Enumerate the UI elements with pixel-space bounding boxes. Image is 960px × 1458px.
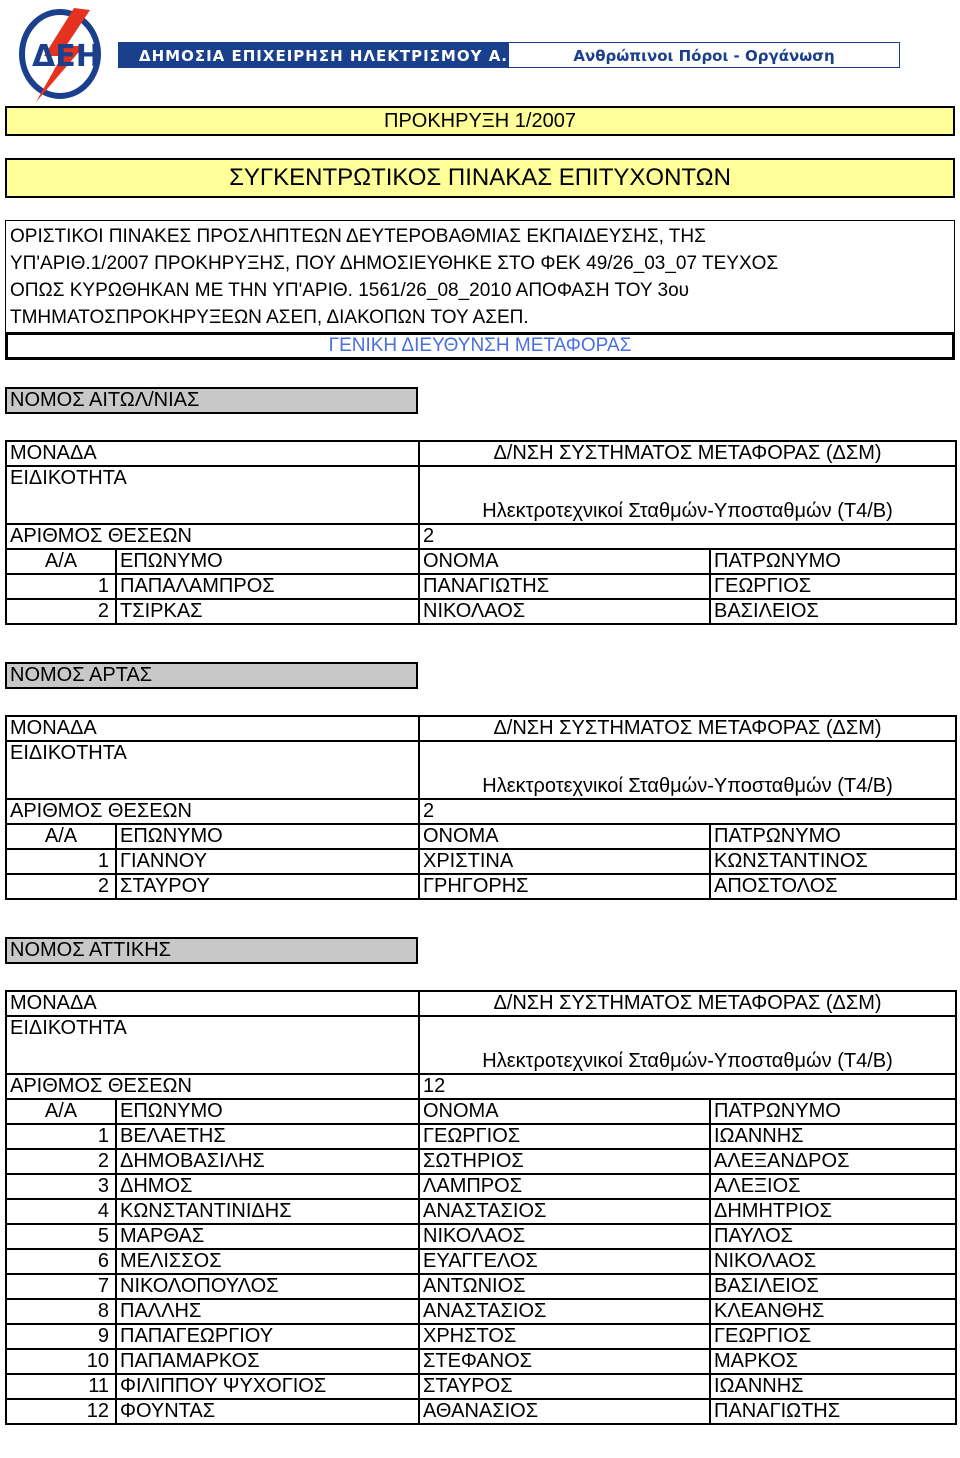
specialty-value: Ηλεκτροτεχνικοί Σταθμών-Υποσταθμών (Τ4/Β) — [419, 741, 956, 799]
row-name: ΑΝΤΩΝΙΟΣ — [419, 1274, 710, 1299]
section-table — [5, 990, 957, 1425]
document-title: ΣΥΓΚΕΝΤΡΩΤΙΚΟΣ ΠΙΝΑΚΑΣ ΕΠΙΤΥΧΟΝΤΩΝ — [5, 158, 955, 198]
table-row — [6, 1324, 956, 1349]
row-father: ΓΕΩΡΓΙΟΣ — [710, 574, 956, 599]
row-father: ΠΑΥΛΟΣ — [710, 1224, 956, 1249]
row-surname: ΓΙΑΝΝΟΥ — [116, 849, 419, 874]
row-aa: 1 — [6, 1124, 116, 1149]
row-surname: ΣΤΑΥΡΟΥ — [116, 874, 419, 899]
row-name: ΝΙΚΟΛΑΟΣ — [419, 599, 710, 624]
specialty-label: ΕΙΔΙΚΟΤΗΤΑ — [6, 1016, 419, 1074]
table-row — [6, 1374, 956, 1399]
col-aa-header: Α/Α — [6, 824, 116, 849]
row-aa: 2 — [6, 874, 116, 899]
row-father: ΒΑΣΙΛΕΙΟΣ — [710, 1274, 956, 1299]
row-surname: ΒΕΛΑΕΤΗΣ — [116, 1124, 419, 1149]
row-father: ΠΑΝΑΓΙΩΤΗΣ — [710, 1399, 956, 1424]
row-aa: 11 — [6, 1374, 116, 1399]
positions-label: ΑΡΙΘΜΟΣ ΘΕΣΕΩΝ — [6, 1074, 419, 1099]
table-row — [6, 1274, 956, 1299]
col-surname-header: ΕΠΩΝΥΜΟ — [116, 1099, 419, 1124]
row-name: ΑΝΑΣΤΑΣΙΟΣ — [419, 1299, 710, 1324]
row-father: ΒΑΣΙΛΕΙΟΣ — [710, 599, 956, 624]
row-name: ΣΤΕΦΑΝΟΣ — [419, 1349, 710, 1374]
col-father-header: ΠΑΤΡΩΝΥΜΟ — [710, 824, 956, 849]
col-name-header: ΟΝΟΜΑ — [419, 1099, 710, 1124]
row-surname: ΔΗΜΟΣ — [116, 1174, 419, 1199]
notice-line: ΥΠ'ΑΡΙΘ.1/2007 ΠΡΟΚΗΡΥΞΗΣ, ΠΟΥ ΔΗΜΟΣΙΕΥΘΗΚΕ ΣΤΟ ΦΕΚ 49/26_03_07 ΤΕΥΧΟΣ — [10, 253, 779, 274]
table-row — [6, 1199, 956, 1224]
row-father: ΚΛΕΑΝΘΗΣ — [710, 1299, 956, 1324]
unit-label: ΜΟΝΑΔΑ — [6, 716, 116, 741]
unit-value: Δ/ΝΣΗ ΣΥΣΤΗΜΑΤΟΣ ΜΕΤΑΦΟΡΑΣ (ΔΣΜ) — [419, 716, 956, 741]
row-surname: ΠΑΠΑΛΑΜΠΡΟΣ — [116, 574, 419, 599]
table-row — [6, 1224, 956, 1249]
col-name-header: ΟΝΟΜΑ — [419, 824, 710, 849]
row-name: ΧΡΙΣΤΙΝΑ — [419, 849, 710, 874]
col-aa-header: Α/Α — [6, 549, 116, 574]
row-father: ΑΠΟΣΤΟΛΟΣ — [710, 874, 956, 899]
row-father: ΑΛΕΞΙΟΣ — [710, 1174, 956, 1199]
col-father-header: ΠΑΤΡΩΝΥΜΟ — [710, 1099, 956, 1124]
table-row — [6, 1349, 956, 1374]
unit-value: Δ/ΝΣΗ ΣΥΣΤΗΜΑΤΟΣ ΜΕΤΑΦΟΡΑΣ (ΔΣΜ) — [419, 441, 956, 466]
row-father: ΑΛΕΞΑΝΔΡΟΣ — [710, 1149, 956, 1174]
unit-value: Δ/ΝΣΗ ΣΥΣΤΗΜΑΤΟΣ ΜΕΤΑΦΟΡΑΣ (ΔΣΜ) — [419, 991, 956, 1016]
row-name: ΑΘΑΝΑΣΙΟΣ — [419, 1399, 710, 1424]
notice-line: ΤΜΗΜΑΤΟΣΠΡΟΚΗΡΥΞΕΩΝ ΑΣΕΠ, ΔΙΑΚΟΠΩΝ ΤΟΥ ΑΣΕΠ. — [10, 307, 529, 328]
nomos-label: ΝΟΜΟΣ ΑΤΤΙΚΗΣ — [5, 937, 418, 964]
col-aa-header: Α/Α — [6, 1099, 116, 1124]
row-father: ΙΩΑΝΝΗΣ — [710, 1124, 956, 1149]
notice-line: ΟΠΩΣ ΚΥΡΩΘΗΚΑΝ ΜΕ ΤΗΝ ΥΠ'ΑΡΙΘ. 1561/26_08_2010 ΑΠΟΦΑΣΗ ΤΟΥ 3ου — [10, 280, 690, 301]
positions-value: 12 — [419, 1074, 956, 1099]
announcement-box: ΠΡΟΚΗΡΥΞΗ 1/2007 — [5, 106, 955, 136]
table-row — [6, 574, 956, 599]
row-name: ΣΤΑΥΡΟΣ — [419, 1374, 710, 1399]
table-row — [6, 1299, 956, 1324]
nomos-label: ΝΟΜΟΣ ΑΡΤΑΣ — [5, 662, 418, 689]
col-father-header: ΠΑΤΡΩΝΥΜΟ — [710, 549, 956, 574]
row-name: ΝΙΚΟΛΑΟΣ — [419, 1224, 710, 1249]
row-father: ΜΑΡΚΟΣ — [710, 1349, 956, 1374]
specialty-value: Ηλεκτροτεχνικοί Σταθμών-Υποσταθμών (Τ4/Β) — [419, 1016, 956, 1074]
row-aa: 6 — [6, 1249, 116, 1274]
nomos-label: ΝΟΜΟΣ ΑΙΤΩΛ/ΝΙΑΣ — [5, 387, 418, 414]
row-aa: 4 — [6, 1199, 116, 1224]
row-surname: ΠΑΠΑΜΑΡΚΟΣ — [116, 1349, 419, 1374]
row-name: ΑΝΑΣΤΑΣΙΟΣ — [419, 1199, 710, 1224]
table-row — [6, 1149, 956, 1174]
notice-line: ΟΡΙΣΤΙΚΟΙ ΠΙΝΑΚΕΣ ΠΡΟΣΛΗΠΤΕΩΝ ΔΕΥΤΕΡΟΒΑΘΜΙΑΣ ΕΚΠΑΙΔΕΥΣΗΣ, ΤΗΣ — [10, 226, 706, 247]
row-surname: ΜΕΛΙΣΣΟΣ — [116, 1249, 419, 1274]
row-name: ΣΩΤΗΡΙΟΣ — [419, 1149, 710, 1174]
row-name: ΠΑΝΑΓΙΩΤΗΣ — [419, 574, 710, 599]
unit-label: ΜΟΝΑΔΑ — [6, 991, 116, 1016]
row-aa: 10 — [6, 1349, 116, 1374]
col-name-header: ΟΝΟΜΑ — [419, 549, 710, 574]
col-surname-header: ΕΠΩΝΥΜΟ — [116, 549, 419, 574]
row-name: ΕΥΑΓΓΕΛΟΣ — [419, 1249, 710, 1274]
row-aa: 7 — [6, 1274, 116, 1299]
positions-label: ΑΡΙΘΜΟΣ ΘΕΣΕΩΝ — [6, 799, 419, 824]
row-father: ΚΩΝΣΤΑΝΤΙΝΟΣ — [710, 849, 956, 874]
row-father: ΝΙΚΟΛΑΟΣ — [710, 1249, 956, 1274]
general-directorate: ΓΕΝΙΚΗ ΔΙΕΥΘΥΝΣΗ ΜΕΤΑΦΟΡΑΣ — [5, 332, 955, 360]
positions-value: 2 — [419, 524, 956, 549]
row-father: ΙΩΑΝΝΗΣ — [710, 1374, 956, 1399]
row-name: ΧΡΗΣΤΟΣ — [419, 1324, 710, 1349]
row-aa: 1 — [6, 574, 116, 599]
company-banner — [118, 42, 900, 68]
row-aa: 1 — [6, 849, 116, 874]
section-table — [5, 440, 957, 625]
row-aa: 9 — [6, 1324, 116, 1349]
row-aa: 12 — [6, 1399, 116, 1424]
row-father: ΔΗΜΗΤΡΙΟΣ — [710, 1199, 956, 1224]
row-name: ΓΕΩΡΓΙΟΣ — [419, 1124, 710, 1149]
specialty-label: ΕΙΔΙΚΟΤΗΤΑ — [6, 741, 419, 799]
row-aa: 3 — [6, 1174, 116, 1199]
row-aa: 2 — [6, 1149, 116, 1174]
table-row — [6, 849, 956, 874]
row-surname: ΔΗΜΟΒΑΣΙΛΗΣ — [116, 1149, 419, 1174]
table-row — [6, 599, 956, 624]
row-surname: ΚΩΝΣΤΑΝΤΙΝΙΔΗΣ — [116, 1199, 419, 1224]
table-row — [6, 874, 956, 899]
row-aa: 2 — [6, 599, 116, 624]
dei-logo — [14, 4, 106, 104]
table-row — [6, 1174, 956, 1199]
table-row — [6, 1399, 956, 1424]
row-father: ΓΕΩΡΓΙΟΣ — [710, 1324, 956, 1349]
row-name: ΓΡΗΓΟΡΗΣ — [419, 874, 710, 899]
specialty-value: Ηλεκτροτεχνικοί Σταθμών-Υποσταθμών (Τ4/Β) — [419, 466, 956, 524]
unit-label: ΜΟΝΑΔΑ — [6, 441, 116, 466]
row-surname: ΠΑΛΛΗΣ — [116, 1299, 419, 1324]
row-surname: ΠΑΠΑΓΕΩΡΓΙΟΥ — [116, 1324, 419, 1349]
row-aa: 8 — [6, 1299, 116, 1324]
row-name: ΛΑΜΠΡΟΣ — [419, 1174, 710, 1199]
specialty-label: ΕΙΔΙΚΟΤΗΤΑ — [6, 466, 419, 524]
row-surname: ΤΣΙΡΚΑΣ — [116, 599, 419, 624]
division-name: Ανθρώπινοι Πόροι - Οργάνωση — [573, 47, 835, 65]
col-surname-header: ΕΠΩΝΥΜΟ — [116, 824, 419, 849]
notice-text — [5, 220, 955, 332]
row-surname: ΜΑΡΘΑΣ — [116, 1224, 419, 1249]
row-surname: ΦΙΛΙΠΠΟΥ ΨΥΧΟΓΙΟΣ — [116, 1374, 419, 1399]
table-row — [6, 1124, 956, 1149]
positions-value: 2 — [419, 799, 956, 824]
company-name: ΔΗΜΟΣΙΑ ΕΠΙΧΕΙΡΗΣΗ ΗΛΕΚΤΡΙΣΜΟΥ Α.Ε. — [119, 43, 509, 67]
logo-text: ΔΕΗ — [32, 39, 101, 74]
positions-label: ΑΡΙΘΜΟΣ ΘΕΣΕΩΝ — [6, 524, 419, 549]
table-row — [6, 1249, 956, 1274]
row-surname: ΦΟΥΝΤΑΣ — [116, 1399, 419, 1424]
row-surname: ΝΙΚΟΛΟΠΟΥΛΟΣ — [116, 1274, 419, 1299]
section-table — [5, 715, 957, 900]
row-aa: 5 — [6, 1224, 116, 1249]
